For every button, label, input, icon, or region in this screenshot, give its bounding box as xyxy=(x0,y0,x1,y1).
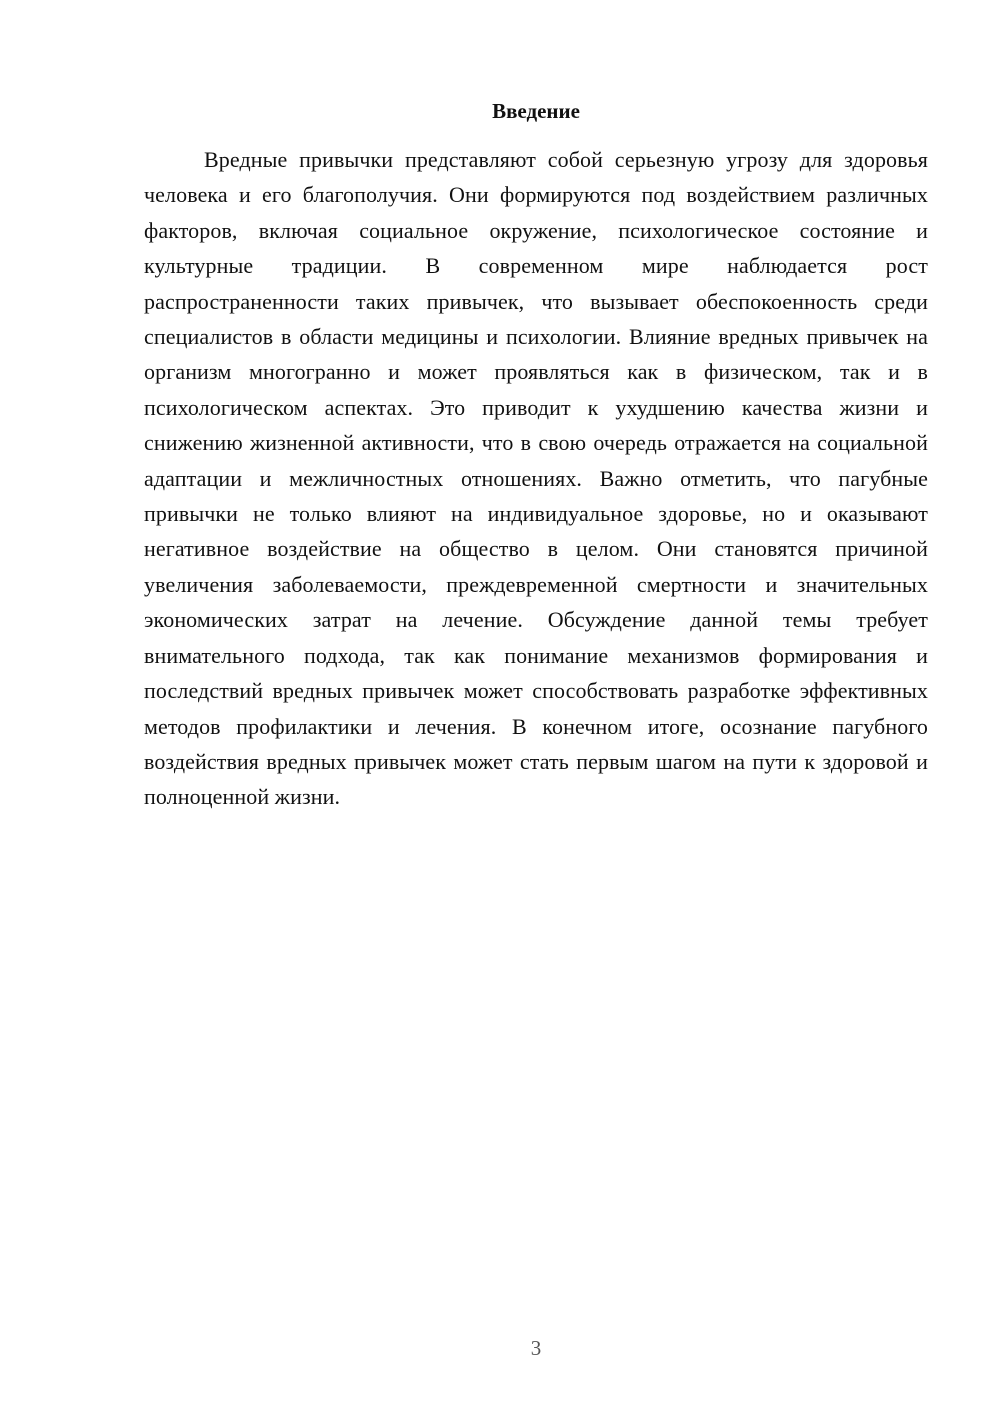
body-paragraph: Вредные привычки представляют собой серьезную угрозу для здоровья человека и его благополучия. Они формируются под воздействием различных факторов, включая социальное окружение, психологическое состояние и культурные традиции. В современном мире наблюдается рост распространенности таких привычек, что вызывает обеспокоенность среди специалистов в области медицины и психологии. Влияние вредных привычек на организм многогранно и может проявляться как в физическом, так и в психологическом аспектах. Это приводит к ухудшению качества жизни и снижению жизненной активности, что в свою очередь отражается на социальной адаптации и межличностных отношениях. Важно отметить, что пагубные привычки не только влияют на индивидуальное здоровье, но и оказывают негативное воздействие на общество в целом. Они становятся причиной увеличения заболеваемости, преждевременной смертности и значительных экономических затрат на лечение. Обсуждение данной темы требует внимательного подхода, так как понимание механизмов формирования и последствий вредных привычек может способствовать разработке эффективных методов профилактики и лечения. В конечном итоге, осознание пагубного воздействия вредных привычек может стать первым шагом на пути к здоровой и полноценной жизни. xyxy=(144,147,928,810)
page-number: 3 xyxy=(530,1336,542,1360)
section-heading: Введение xyxy=(492,99,580,123)
